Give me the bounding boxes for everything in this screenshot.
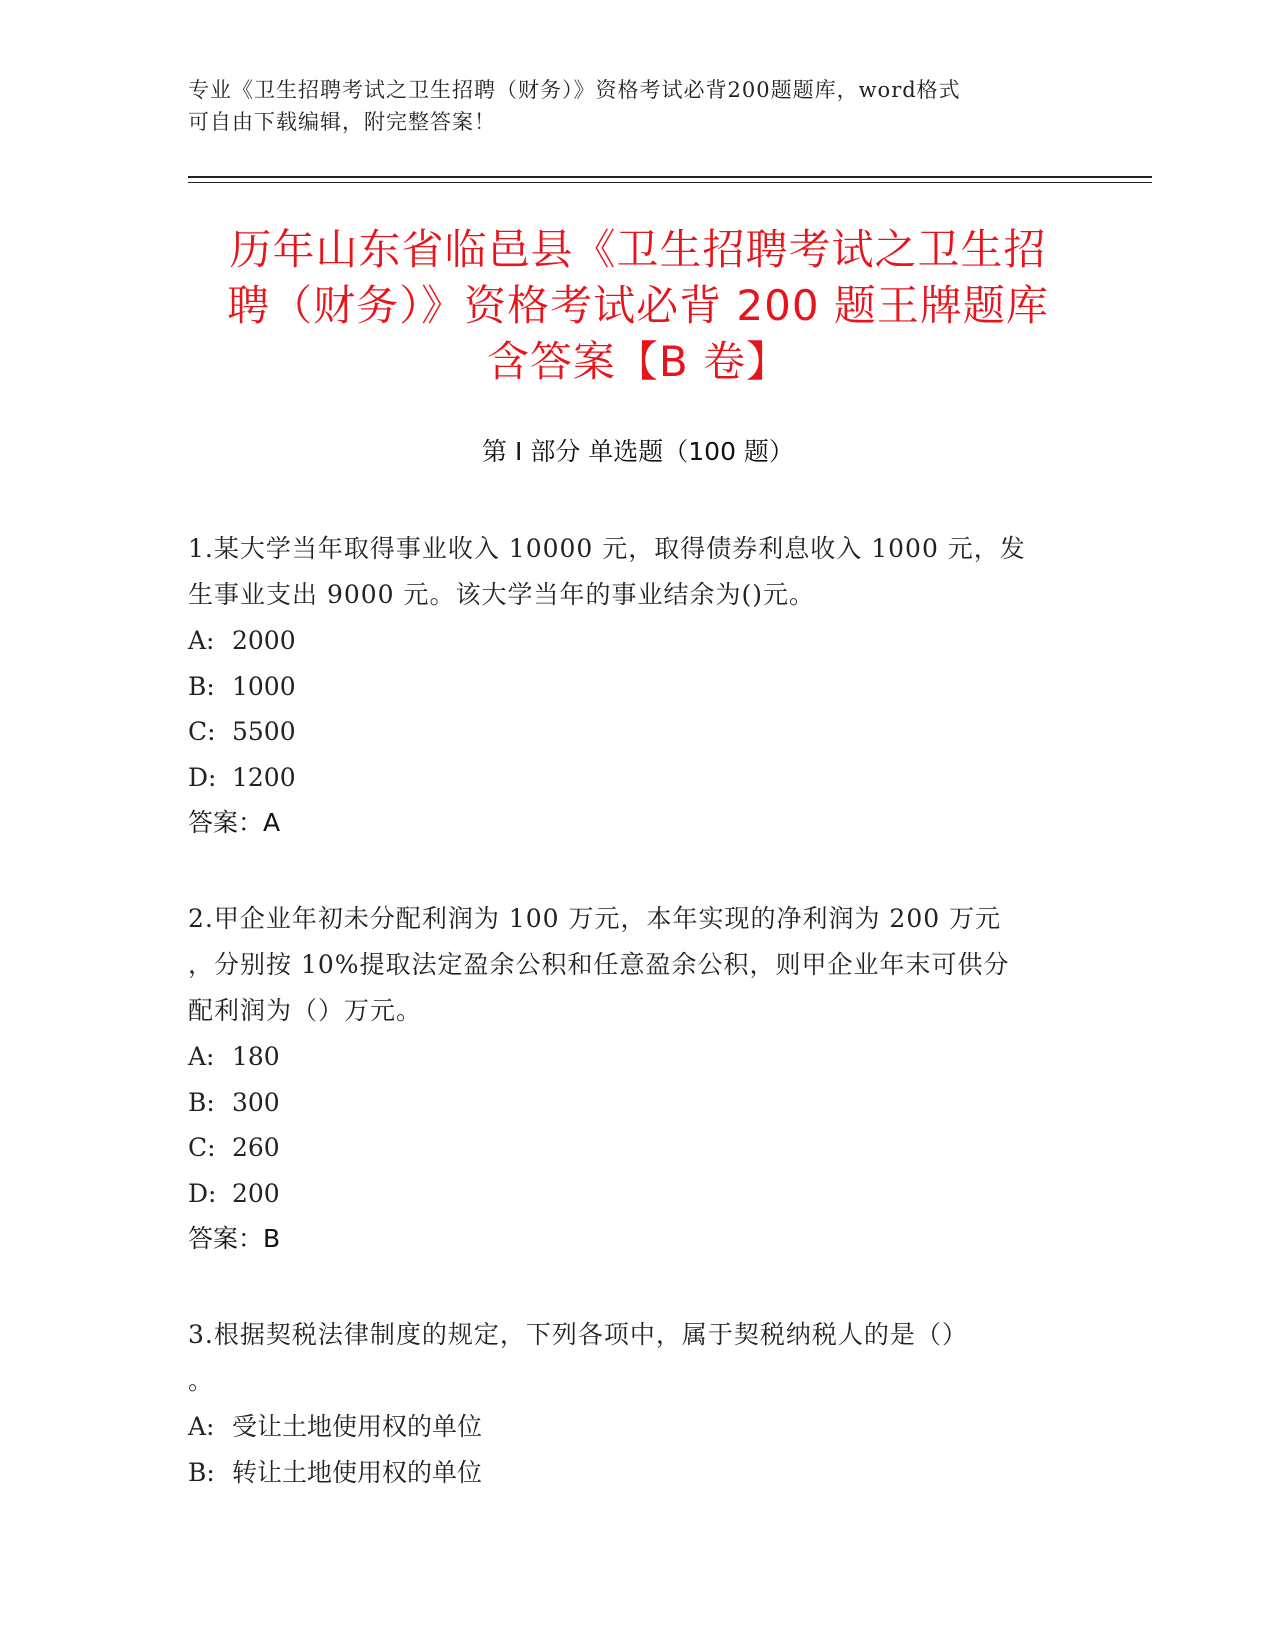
header-note-line: 专业《卫生招聘考试之卫生招聘（财务）》资格考试必背200题题库，word格式 [188,78,961,102]
option-text: 1200 [232,762,296,792]
answer-line: 答案：B [188,1224,281,1253]
question-stem [188,526,1088,618]
option-text: 300 [232,1087,280,1117]
stem-line: 1.某大学当年取得事业收入 10000 元，取得债券利息收入 1000 元，发 [188,534,1026,563]
option-key: D: [188,1178,217,1208]
question-stem [188,1312,1088,1404]
question-2 [188,896,1088,1262]
option-a [188,1034,1088,1080]
option-text: 2000 [232,626,296,655]
option-text: 260 [232,1133,280,1162]
option-key: C: [188,717,216,746]
header-divider-thin [188,182,1152,183]
option-key: A: [188,626,215,655]
document-title [188,222,1088,390]
option-text: 180 [232,1042,280,1071]
option-a [188,1404,1088,1450]
stem-line: 配利润为（）万元。 [188,996,423,1025]
option-key: A: [188,1412,215,1441]
option-c [188,709,1088,755]
option-text: 受让土地使用权的单位 [232,1412,483,1441]
option-key: B: [188,671,215,701]
option-text: 转让土地使用权的单位 [232,1457,483,1487]
stem-line: 。 [188,1366,215,1395]
question-3 [188,1312,1088,1495]
stem-line: ，分别按 10%提取法定盈余公积和任意盈余公积，则甲企业年末可供分 [188,950,1010,979]
option-b [188,1450,1088,1496]
option-key: D: [188,762,217,792]
header-divider-thick [188,176,1152,178]
option-key: B: [188,1087,215,1117]
stem-line: 2.甲企业年初未分配利润为 100 万元，本年实现的净利润为 200 万元 [188,904,1002,933]
option-d [188,755,1088,801]
option-d [188,1171,1088,1217]
option-key: A: [188,1042,215,1071]
option-b [188,1080,1088,1126]
header-note-line: 可自由下载编辑，附完整答案！ [188,110,496,134]
question-stem [188,896,1088,1034]
option-key: C: [188,1133,216,1162]
header-note [188,74,1068,138]
option-text: 200 [232,1178,280,1208]
question-1 [188,526,1088,846]
option-key: B: [188,1457,215,1487]
section-title: 第 I 部分 单选题（100 题） [482,437,794,466]
title-line: 聘（财务）》资格考试必背 200 题王牌题库 [227,281,1049,330]
answer-line: 答案：A [188,808,281,837]
option-text: 5500 [232,717,296,746]
option-c [188,1125,1088,1171]
option-a [188,618,1088,664]
title-line: 历年山东省临邑县《卫生招聘考试之卫生招 [229,225,1047,274]
option-text: 1000 [232,671,296,701]
stem-line: 生事业支出 9000 元。该大学当年的事业结余为()元。 [188,580,816,609]
stem-line: 3.根据契税法律制度的规定，下列各项中，属于契税纳税人的是（） [188,1320,968,1349]
question-list [188,526,1088,1545]
option-b [188,664,1088,710]
title-line: 含答案【B 卷】 [486,337,790,386]
